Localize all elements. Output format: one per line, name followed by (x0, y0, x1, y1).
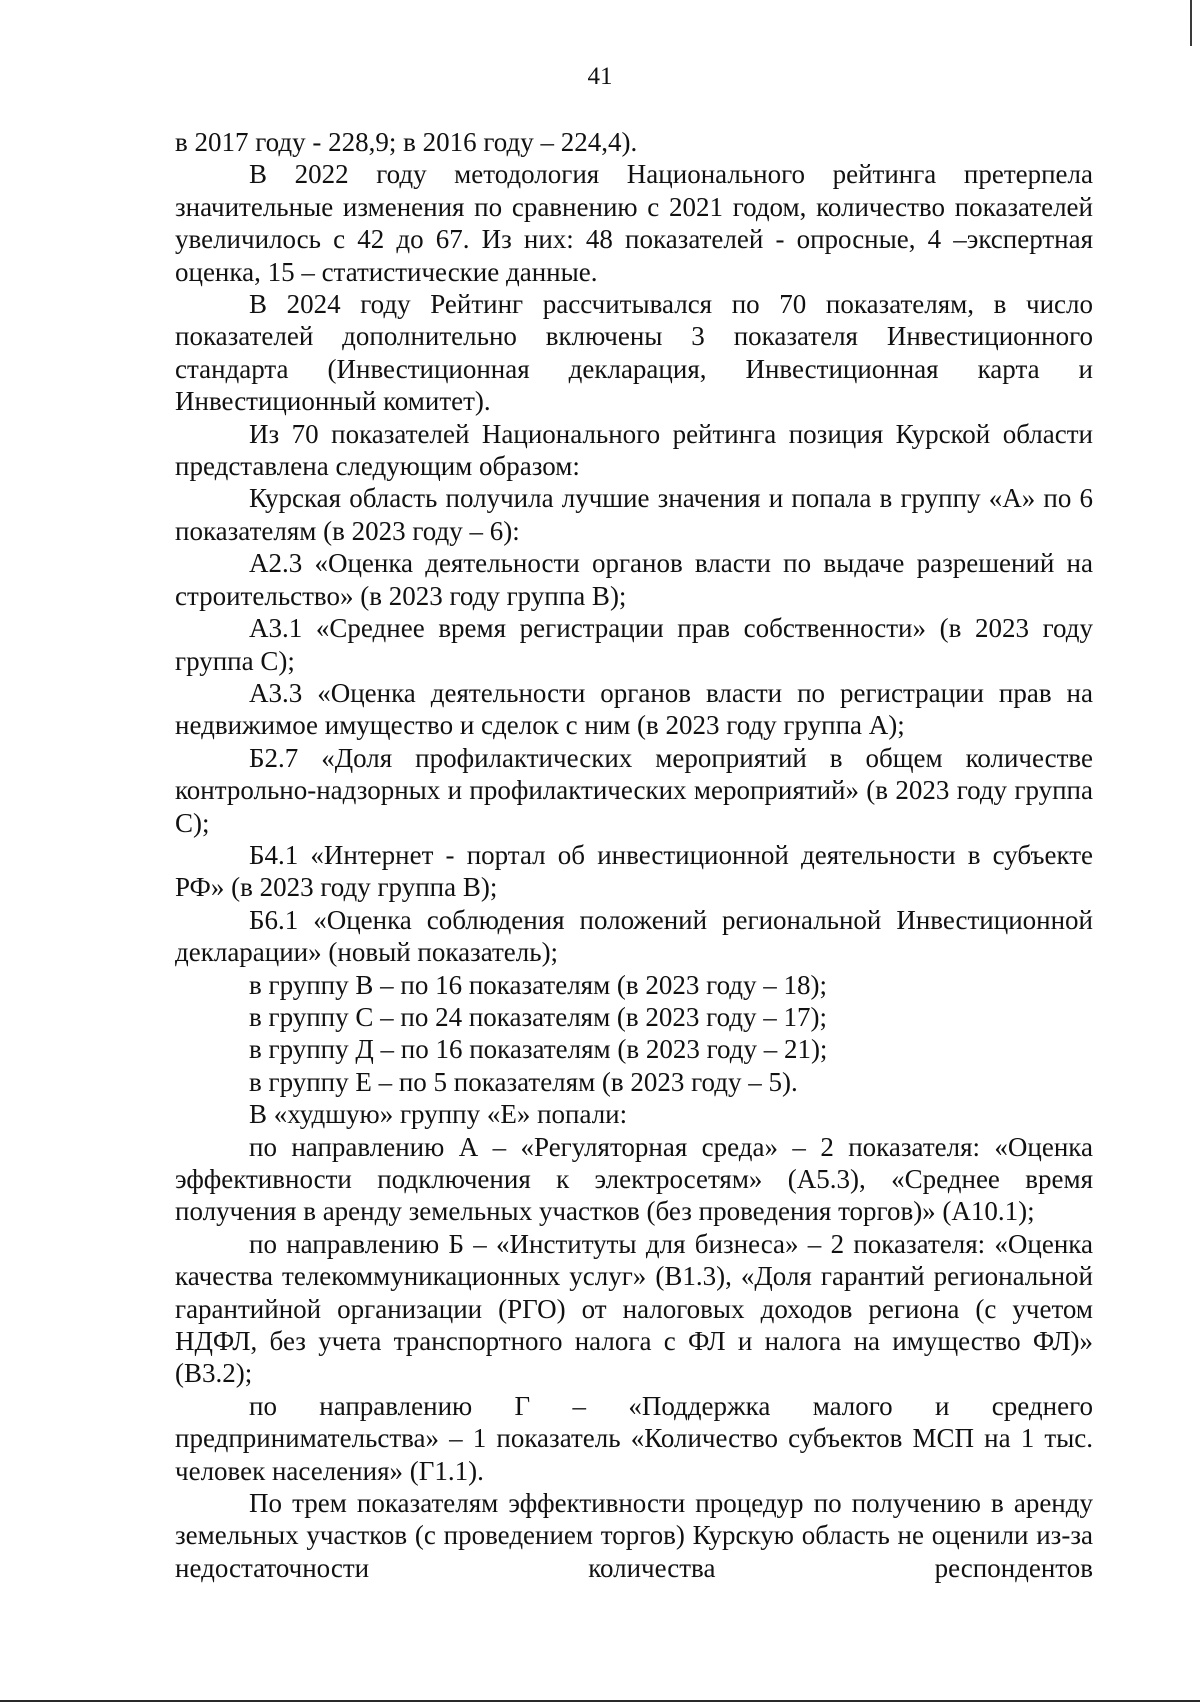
paragraph: Б4.1 «Интернет - портал об инвестиционной деятельности в субъекте РФ» (в 2023 году группа В); (175, 839, 1093, 903)
list-item: в группу Д – по 16 показателям (в 2023 году – 21); (249, 1034, 828, 1065)
paragraph: По трем показателям эффективности процедур по получению в аренду земельных участков (с проведением торгов) Курскую область не оценили из-за недостаточности количества респондентов (175, 1488, 1093, 1583)
document-body (175, 126, 1093, 1584)
page-number: 41 (587, 63, 613, 90)
paragraph: по направлению Б – «Институты для бизнеса» – 2 показателя: «Оценка качества телекоммуникационных услуг» (В1.3), «Доля гарантий региональной гарантийной организации (РГО) от налоговых доходов региона (с учетом НДФЛ, без учета транспортного налога с ФЛ и налога на имущество ФЛ)» (В3.2); (175, 1228, 1093, 1389)
paragraph: В 2024 году Рейтинг рассчитывался по 70 показателям, в число показателей дополнительно включены 3 показателя Инвестиционного стандарта (Инвестиционная декларация, Инвестиционная карта и Инвестиционный комитет). (175, 289, 1093, 417)
paragraph: Из 70 показателей Национального рейтинга позиция Курской области представлена следующим образом: (175, 418, 1093, 482)
list-item: в группу В – по 16 показателям (в 2023 году – 18); (249, 969, 828, 1000)
paragraph: по направлению Г – «Поддержка малого и среднего предпринимательства» – 1 показатель «Количество субъектов МСП на 1 тыс. человек населения» (Г1.1). (175, 1390, 1093, 1486)
paragraph: Б6.1 «Оценка соблюдения положений региональной Инвестиционной декларации» (новый показатель); (175, 904, 1093, 968)
paragraph: А3.1 «Среднее время регистрации прав собственности» (в 2023 году группа С); (175, 613, 1093, 676)
paragraph: В 2022 году методология Национального рейтинга претерпела значительные изменения по сравнению с 2021 годом, количество показателей увеличилось с 42 до 67. Из них: 48 показателей - опросные, 4 –экспертная оценка, 15 – статистические данные. (175, 159, 1093, 287)
paragraph: В «худшую» группу «Е» попали: (249, 1099, 628, 1130)
list-item: в группу Е – по 5 показателям (в 2023 году – 5). (249, 1066, 798, 1097)
paragraph: Курская область получила лучшие значения и попала в группу «А» по 6 показателям (в 2023 году – 6): (175, 483, 1093, 546)
paragraph: по направлению А – «Регуляторная среда» – 2 показателя: «Оценка эффективности подключения к электросетям» (А5.3), «Среднее время получения в аренду земельных участков (без проведения торгов)» (А10.1); (175, 1131, 1093, 1227)
list-item: в группу С – по 24 показателям (в 2023 году – 17); (249, 1001, 828, 1032)
paragraph: А3.3 «Оценка деятельности органов власти по регистрации прав на недвижимое имущество и сделок с ним (в 2023 году группа А); (175, 677, 1093, 741)
scan-edge-mark (1190, 0, 1192, 46)
scan-bottom-edge (0, 1700, 1200, 1702)
paragraph: в 2017 году - 228,9; в 2016 году – 224,4). (175, 127, 638, 157)
paragraph: А2.3 «Оценка деятельности органов власти по выдаче разрешений на строительство» (в 2023 году группа В); (175, 548, 1093, 611)
paragraph: Б2.7 «Доля профилактических мероприятий в общем количестве контрольно-надзорных и профилактических мероприятий» (в 2023 году группа С); (175, 742, 1093, 838)
